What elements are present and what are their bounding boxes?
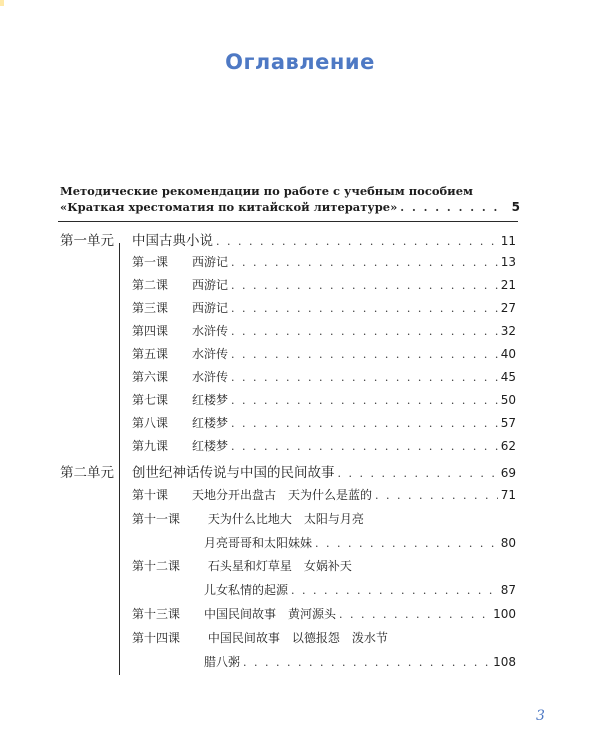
lesson-row [132,605,516,625]
leader-dots [243,656,490,669]
leader-dots [231,325,498,338]
leader-dots [231,256,498,269]
lesson-page: 32 [500,324,516,338]
lesson-page: 27 [500,301,516,315]
page-number: 3 [536,708,545,724]
intro-line-1: Методические рекомендации по работе с учебным пособием [60,184,474,198]
lesson-page: 80 [500,536,516,550]
lesson-page: 100 [493,607,516,621]
lesson-title: 水浒传 [192,347,229,361]
lesson-page: 62 [500,439,516,453]
lesson-title-continuation: 月亮哥哥和太阳妹妹 [204,536,313,550]
lesson-title: 天为什么比地大 太阳与月亮 [207,512,364,526]
leader-dots [216,235,498,248]
leader-dots [315,537,498,550]
lesson-title: 红楼梦 [192,416,229,430]
lesson-title: 红楼梦 [192,439,229,453]
leader-dots [231,371,498,384]
lesson-number: 第三课 [132,301,169,315]
lesson-row [132,276,516,296]
lesson-row [132,510,364,527]
lesson-number: 第九课 [132,439,169,453]
lesson-title: 天地分开出盘古 天为什么是蓝的 [192,488,373,502]
lesson-row [132,299,516,319]
lesson-number: 第一课 [132,255,169,269]
lesson-number: 第十三课 [132,607,181,621]
lesson-page: 87 [500,583,516,597]
lesson-title: 水浒传 [192,370,229,384]
lesson-number: 第五课 [132,347,169,361]
lesson-number: 第十课 [132,488,169,502]
unit-number: 第二单元 [60,465,114,481]
lesson-row [132,414,516,434]
lesson-page: 50 [500,393,516,407]
lesson-page: 71 [500,488,516,502]
leader-dots [231,302,498,315]
lesson-title: 水浒传 [192,324,229,338]
lesson-title: 中国民间故事 以德报怨 泼水节 [207,631,388,645]
lesson-page: 108 [493,655,516,669]
lesson-number: 第七课 [132,393,169,407]
unit-page: 69 [500,466,516,480]
intro-line-2-text: «Краткая хрестоматия по китайской литературе» [60,200,398,214]
unit-page: 11 [500,234,516,248]
lesson-page: 40 [500,347,516,361]
leader-dots [291,584,498,597]
lesson-row [132,486,516,506]
lesson-row [132,368,516,388]
lesson-row-continuation [204,534,516,554]
unit-title: 创世纪神话传说与中国的民间故事 [132,465,335,481]
lesson-number: 第六课 [132,370,169,384]
unit-row-1 [60,229,516,249]
lesson-number: 第二课 [132,278,169,292]
lesson-row-continuation [204,653,516,673]
lesson-row [132,253,516,273]
lesson-row [132,557,352,574]
lesson-title: 西游记 [192,255,229,269]
lesson-row [132,391,516,411]
lesson-number: 第十二课 [132,559,181,573]
leader-dots [231,440,498,453]
lesson-row [132,345,516,365]
lesson-number: 第四课 [132,324,169,338]
lesson-page: 45 [500,370,516,384]
unit-row-2 [60,461,516,481]
lesson-number: 第十一课 [132,512,181,526]
leader-dots [231,394,498,407]
unit-title: 中国古典小说 [132,233,213,249]
leader-dots [375,489,498,502]
unit-number: 第一单元 [60,233,114,249]
lesson-title: 西游记 [192,301,229,315]
lesson-title-continuation: 儿女私情的起源 [204,583,289,597]
lesson-title: 西游记 [192,278,229,292]
leader-dots [338,467,498,480]
leader-dots [231,417,498,430]
lesson-number: 第十四课 [132,631,181,645]
lesson-row [132,322,516,342]
intro-page: 5 [511,200,520,214]
lesson-page: 21 [500,278,516,292]
lesson-page: 13 [500,255,516,269]
lesson-title: 中国民间故事 黄河源头 [204,607,337,621]
lesson-title-continuation: 腊八粥 [204,655,241,669]
leader-dots [339,608,490,621]
leader-dots [231,279,498,292]
lesson-row [132,629,388,646]
lesson-row-continuation [204,581,516,601]
lesson-title: 红楼梦 [192,393,229,407]
lesson-row [132,437,516,457]
lesson-title: 石头星和灯草星 女娲补天 [207,559,352,573]
page-title: Оглавление [225,50,375,74]
leader-dots [231,348,498,361]
lesson-number: 第八课 [132,416,169,430]
lesson-page: 57 [500,416,516,430]
